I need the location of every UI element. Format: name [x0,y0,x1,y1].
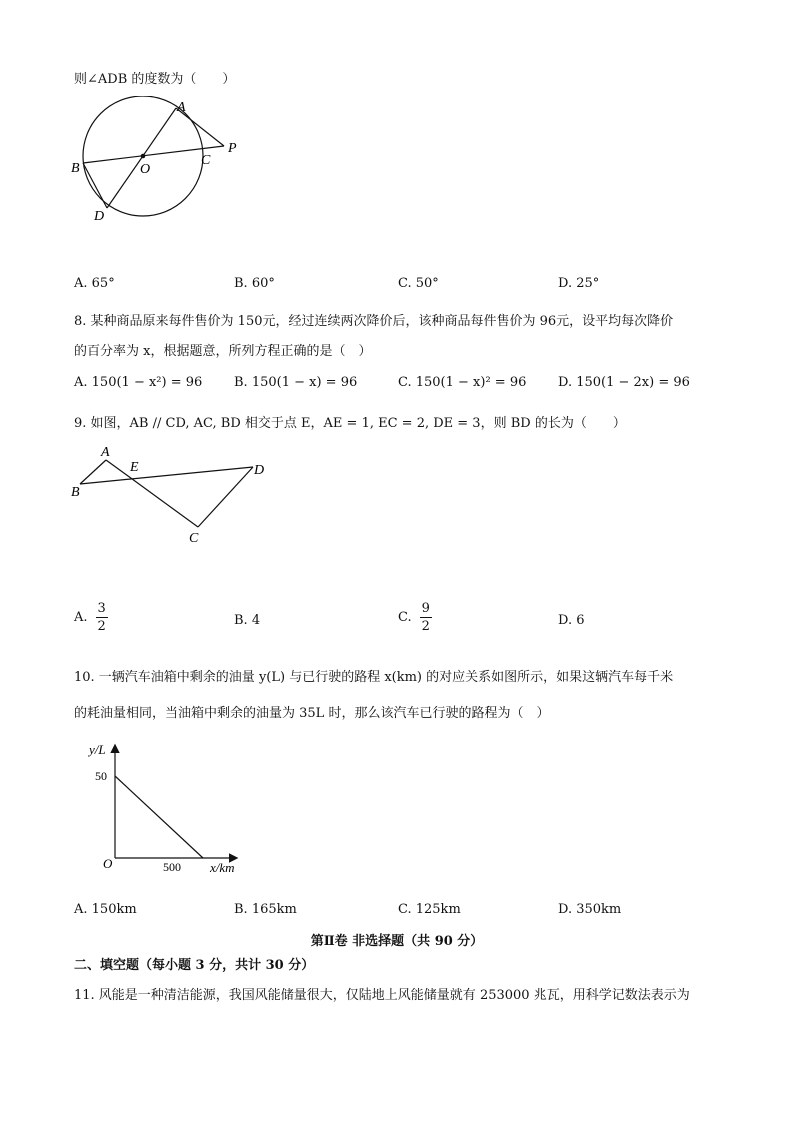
q7-stem: 则∠ADB 的度数为（ ） [74,72,236,87]
q9-option-d[interactable]: D. 6 [558,613,585,628]
q10-option-d[interactable]: D. 350km [558,902,622,917]
q9-option-a-denominator: 2 [97,619,106,634]
q10-option-c[interactable]: C. 125km [398,902,461,917]
x-axis-label: x/km [210,860,235,875]
segment-ba [80,460,106,484]
q9-option-b[interactable]: B. 4 [234,613,261,628]
segment-dc [198,467,253,527]
q8-line2: 的百分率为 x，根据题意，所列方程正确的是（ ） [74,344,372,359]
line-bd [83,163,107,208]
x-tick-label: 500 [163,860,181,874]
label-b: B [71,161,80,176]
label-c: C [189,531,199,546]
q8-option-d[interactable]: D. 150(1 − 2x) = 96 [558,375,690,390]
label-b: B [71,485,80,500]
y-tick-label: 50 [95,769,107,783]
y-axis-label: y/L [89,742,106,757]
q9-option-a-label: A. [74,610,88,625]
origin-label: O [103,856,113,871]
fuel-series-line [115,776,203,858]
q8-line1: 8. 某种商品原来每件售价为 150元，经过连续两次降价后，该种商品每件售价为 96元，设平均每次降价 [74,314,674,329]
label-d: D [94,209,105,224]
q8-option-a[interactable]: A. 150(1 − x²) = 96 [74,375,203,390]
triangles-figure [68,440,278,550]
label-a: A [101,445,110,460]
segment-ac [106,460,198,527]
section-subtitle: 二、填空题（每小题 3 分，共计 30 分） [74,958,315,973]
q9-option-a[interactable] [74,600,108,635]
q9-option-c[interactable] [398,600,432,635]
circle-figure [66,96,256,230]
q9-option-c-label: C. [398,610,412,625]
label-a: A [177,100,186,115]
q10-option-a[interactable]: A. 150km [74,902,137,917]
q9-option-c-numerator: 9 [421,601,430,616]
q10-line1: 10. 一辆汽车油箱中剩余的油量 y(L) 与已行驶的路程 x(km) 的对应关系如图所示，如果这辆汽车每千米 [74,670,674,685]
center-dot [141,154,146,159]
q9-stem: 9. 如图，AB // CD, AC, BD 相交于点 E，AE = 1, EC = 2, DE = 3，则 BD 的长为（ ） [74,416,626,431]
label-c: C [201,153,211,168]
label-p: P [228,141,237,156]
q9-option-c-fraction [420,600,432,635]
label-e: E [130,460,139,475]
fuel-line-graph [86,740,246,880]
q9-option-c-denominator: 2 [421,619,430,634]
segment-bd [80,467,253,484]
section-title: 第Ⅱ卷 非选择题（共 90 分） [310,934,484,949]
q7-option-a[interactable]: A. 65° [74,276,115,291]
q7-option-c[interactable]: C. 50° [398,276,439,291]
label-d: D [254,463,265,478]
q10-line2: 的耗油量相同，当油箱中剩余的油量为 35L 时，那么该汽车已行驶的路程为（ ） [74,706,550,721]
q7-option-d[interactable]: D. 25° [558,276,600,291]
line-ad [107,108,176,208]
q8-option-c[interactable]: C. 150(1 − x)² = 96 [398,375,527,390]
label-o: O [140,162,151,177]
q9-option-a-fraction [96,600,108,635]
q11-stem: 11. 风能是一种清洁能源，我国风能储量很大，仅陆地上风能储量就有 253000 兆瓦，用科学记数法表示为 [74,988,690,1003]
q8-option-b[interactable]: B. 150(1 − x) = 96 [234,375,358,390]
q7-option-b[interactable]: B. 60° [234,276,275,291]
q10-option-b[interactable]: B. 165km [234,902,297,917]
q9-option-a-numerator: 3 [97,601,106,616]
